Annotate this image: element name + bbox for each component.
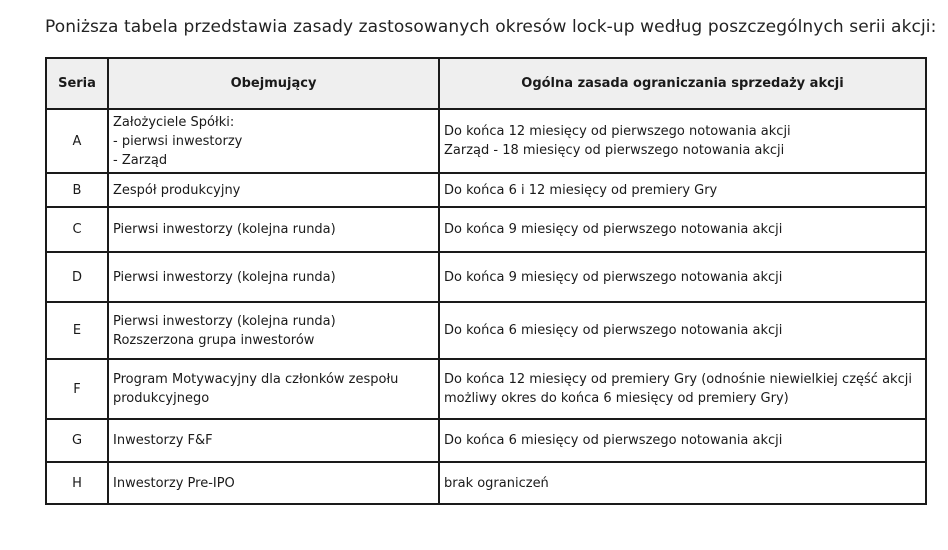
cell-zasada: [439, 252, 926, 302]
cell-seria: C: [46, 207, 108, 252]
cell-obejmujacy: [108, 173, 439, 207]
cell-line: Założyciele Spółki:: [113, 114, 235, 130]
cell-line: - Zarząd: [113, 152, 168, 168]
cell-line: Do końca 9 miesięcy od pierwszego notowania akcji: [444, 269, 783, 285]
cell-zasada: [439, 109, 926, 173]
cell-line: produkcyjnego: [113, 391, 210, 406]
cell-line: brak ograniczeń: [444, 475, 549, 491]
header-seria: Seria: [46, 58, 108, 109]
cell-obejmujacy: [108, 419, 439, 462]
cell-line: możliwy okres do końca 6 miesięcy od premiery Gry): [444, 391, 789, 406]
cell-line: Do końca 6 miesięcy od pierwszego notowania akcji: [444, 433, 783, 448]
header-zasada: Ogólna zasada ograniczania sprzedaży akcji: [439, 58, 926, 109]
cell-line: Do końca 6 i 12 miesięcy od premiery Gry: [444, 182, 718, 198]
cell-seria: E: [46, 302, 108, 359]
cell-line: Zarząd - 18 miesięcy od pierwszego notowania akcji: [444, 143, 785, 158]
cell-seria: D: [46, 252, 108, 302]
table-row-d: [46, 252, 926, 302]
cell-obejmujacy: [108, 252, 439, 302]
intro-paragraph: Poniższa tabela przedstawia zasady zastosowanych okresów lock-up według poszczególnych serii akcji:: [45, 17, 937, 37]
cell-obejmujacy: [108, 109, 439, 173]
table-row-f: [46, 359, 926, 419]
table-row-h: [46, 462, 926, 504]
cell-obejmujacy: [108, 207, 439, 252]
cell-line: Inwestorzy Pre-IPO: [113, 475, 235, 491]
header-obejmujacy: Obejmujący: [108, 58, 439, 109]
cell-line: Pierwsi inwestorzy (kolejna runda): [113, 269, 336, 285]
cell-zasada: [439, 302, 926, 359]
cell-line: Zespół produkcyjny: [113, 182, 241, 198]
cell-seria: A: [46, 109, 108, 173]
cell-line: Do końca 9 miesięcy od pierwszego notowania akcji: [444, 222, 783, 237]
table-row-c: [46, 207, 926, 252]
cell-obejmujacy: [108, 359, 439, 419]
cell-line: Rozszerzona grupa inwestorów: [113, 332, 315, 348]
cell-seria: G: [46, 419, 108, 462]
lockup-table: [45, 57, 927, 505]
cell-line: Inwestorzy F&F: [113, 433, 213, 448]
table-row-g: [46, 419, 926, 462]
cell-line: Pierwsi inwestorzy (kolejna runda): [113, 222, 336, 237]
cell-line: Program Motywacyjny dla członków zespołu: [113, 372, 399, 387]
cell-line: Do końca 12 miesięcy od premiery Gry (odnośnie niewielkiej część akcji: [444, 372, 912, 387]
cell-line: - pierwsi inwestorzy: [113, 133, 243, 149]
cell-zasada: [439, 173, 926, 207]
cell-zasada: [439, 462, 926, 504]
cell-seria: H: [46, 462, 108, 504]
cell-line: Do końca 6 miesięcy od pierwszego notowania akcji: [444, 323, 783, 338]
cell-seria: F: [46, 359, 108, 419]
cell-obejmujacy: [108, 302, 439, 359]
table-row-e: [46, 302, 926, 359]
cell-zasada: [439, 359, 926, 419]
cell-zasada: [439, 207, 926, 252]
table-row-a: [46, 109, 926, 173]
cell-line: Do końca 12 miesięcy od pierwszego notowania akcji: [444, 124, 791, 139]
table-row-b: [46, 173, 926, 207]
cell-zasada: [439, 419, 926, 462]
table-header-row: [46, 58, 926, 109]
cell-seria: B: [46, 173, 108, 207]
cell-obejmujacy: [108, 462, 439, 504]
cell-line: Pierwsi inwestorzy (kolejna runda): [113, 313, 336, 329]
